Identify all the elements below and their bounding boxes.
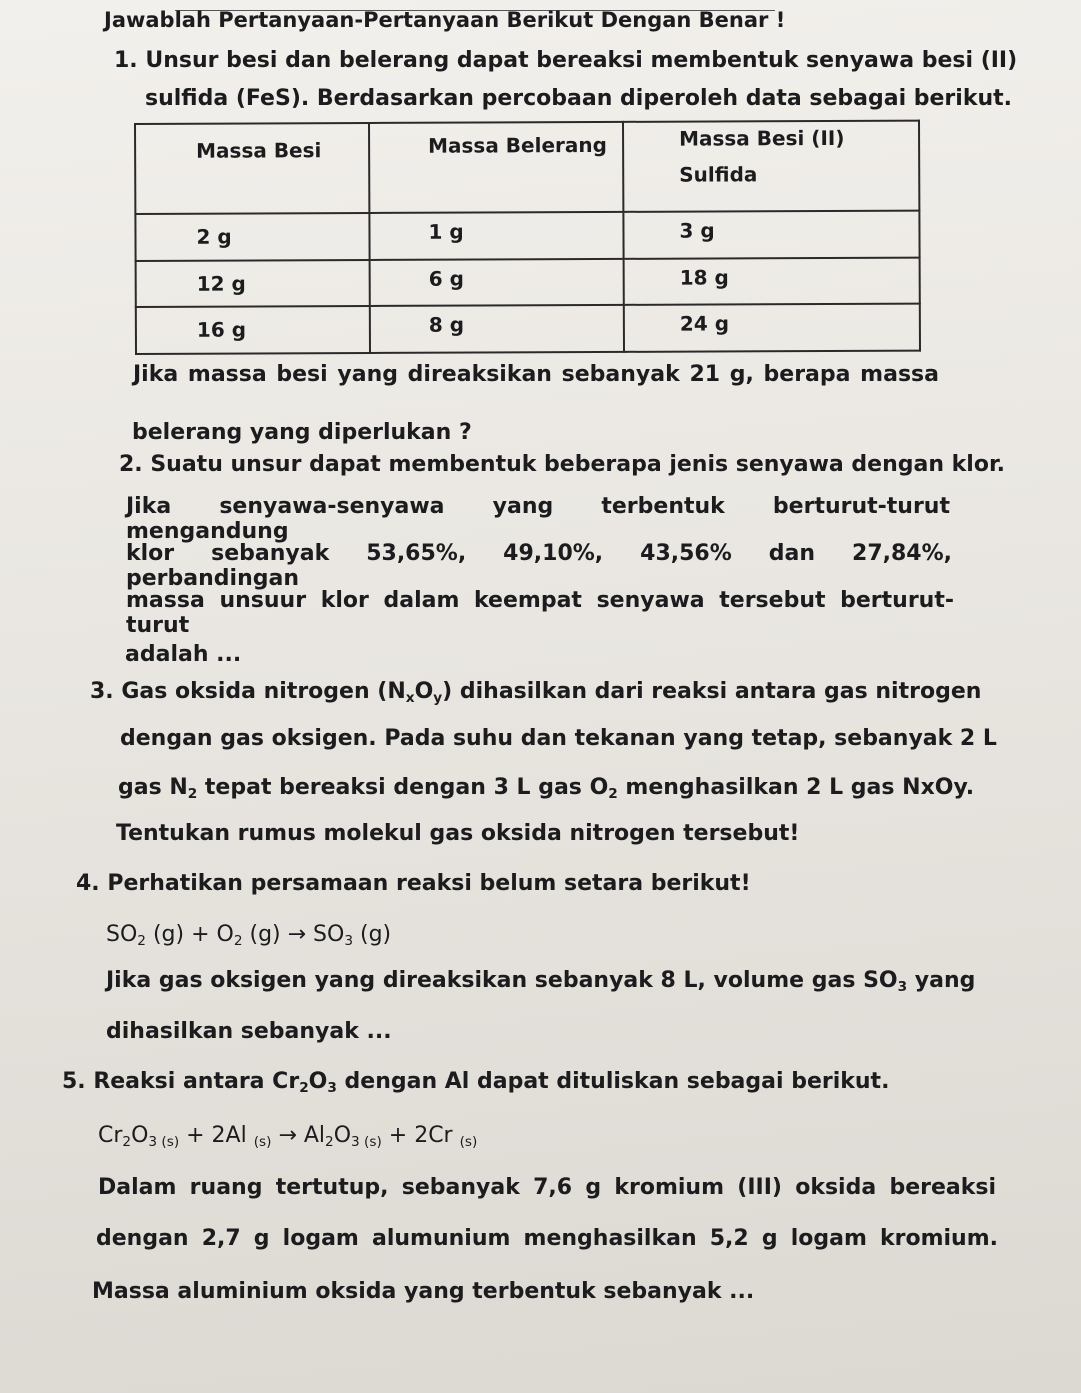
q3-text: tepat bereaksi dengan 3 L gas O: [197, 775, 609, 800]
subscript: 2: [137, 933, 146, 950]
q5-line1: [62, 1069, 890, 1097]
cell-sulfida: 24 g: [624, 304, 920, 352]
eq-part: (g): [353, 922, 392, 947]
eq-part: SO: [106, 922, 138, 947]
q2-line3: klor sebanyak 53,65%, 49,10%, 43,56% dan 27,84%, perbandingan: [126, 541, 952, 591]
cell-sulfida: 3 g: [623, 211, 919, 259]
q5-line3: dengan 2,7 g logam alumunium menghasilkan 5,2 g logam kromium.: [96, 1226, 998, 1251]
q5-text: dengan Al dapat dituliskan sebagai berikut.: [336, 1069, 890, 1094]
q4-equation: [106, 922, 392, 950]
subscript: 3: [897, 979, 908, 996]
subscript: 2: [325, 1134, 334, 1151]
cell-besi: 16 g: [136, 306, 370, 354]
q1-line3: Jika massa besi yang direaksikan sebanyak 21 g, berapa massa: [133, 362, 939, 387]
subscript: 2: [233, 933, 243, 950]
q1-line4: belerang yang diperlukan ?: [132, 420, 472, 445]
q3-line2: dengan gas oksigen. Pada suhu dan tekanan yang tetap, sebanyak 2 L: [120, 726, 997, 751]
q1-line1: 1. Unsur besi dan belerang dapat bereaksi membentuk senyawa besi (II): [114, 48, 1018, 73]
eq-part: O: [131, 1123, 149, 1148]
subscript: 3: [344, 933, 353, 950]
header-massa-besi-ii: Massa Besi (II): [679, 125, 845, 151]
subscript: (s): [459, 1134, 478, 1151]
eq-part: → Al: [271, 1123, 326, 1148]
table-row: [136, 257, 920, 307]
cell-sulfida: 18 g: [624, 257, 920, 305]
q3-text: O: [414, 679, 434, 704]
q4-text: yang: [907, 968, 976, 993]
cell-belerang: 1 g: [369, 212, 623, 260]
q2-line2: Jika senyawa-senyawa yang terbentuk berturut-turut mengandung: [126, 494, 950, 544]
q5-text: 5. Reaksi antara Cr: [62, 1069, 300, 1094]
subscript: 2: [299, 1080, 309, 1097]
subscript: 2: [608, 786, 618, 803]
q2-line1: 2. Suatu unsur dapat membentuk beberapa jenis senyawa dengan klor.: [119, 452, 1006, 477]
q3-text: ) dihasilkan dari reaksi antara gas nitrogen: [442, 679, 982, 704]
eq-part: O: [333, 1123, 352, 1148]
subscript-y: y: [433, 690, 443, 707]
header-massa-besi-sulfida: [623, 121, 919, 212]
cell-belerang: 6 g: [370, 259, 624, 307]
header-massa-belerang: Massa Belerang: [369, 122, 623, 213]
q3-text: gas N: [118, 775, 188, 800]
table-header-row: [135, 121, 919, 214]
table-row: [135, 211, 919, 261]
page-title: Jawablah Pertanyaan-Pertanyaan Berikut Dengan Benar !: [104, 8, 786, 32]
eq-part: + 2Al: [179, 1123, 254, 1148]
q4-line3: dihasilkan sebanyak ...: [106, 1019, 392, 1044]
subscript-x: x: [405, 690, 415, 707]
q4-line1: 4. Perhatikan persamaan reaksi belum setara berikut!: [76, 871, 751, 896]
eq-part: (g) + O: [145, 922, 234, 947]
eq-part: (g) → SO: [242, 922, 345, 947]
eq-part: + 2Cr: [381, 1123, 460, 1148]
subscript: 3: [327, 1080, 337, 1097]
q5-line4: Massa aluminium oksida yang terbentuk sebanyak ...: [92, 1279, 755, 1304]
eq-part: Cr: [98, 1123, 123, 1148]
q4-line2: [106, 968, 976, 996]
header-sulfida: Sulfida: [679, 162, 758, 187]
q3-text: menghasilkan 2 L gas NxOy.: [617, 775, 975, 800]
q2-line4: massa unsuur klor dalam keempat senyawa tersebut berturut-turut: [126, 588, 954, 638]
subscript: 2: [122, 1134, 132, 1151]
q4-text: Jika gas oksigen yang direaksikan sebanyak 8 L, volume gas SO: [106, 968, 898, 993]
cell-besi: 12 g: [136, 260, 370, 308]
q3-line4: Tentukan rumus molekul gas oksida nitrogen tersebut!: [116, 821, 800, 846]
table-row: [136, 304, 920, 354]
data-table: [134, 120, 921, 355]
q5-equation: [98, 1123, 478, 1151]
q5-text: O: [308, 1069, 328, 1094]
q3-line3: [118, 775, 975, 803]
q1-line2: sulfida (FeS). Berdasarkan percobaan diperoleh data sebagai berikut.: [145, 86, 1012, 111]
subscript: 3 (s): [351, 1134, 382, 1151]
cell-belerang: 8 g: [370, 305, 624, 353]
q3-line1: [90, 679, 982, 707]
subscript: 3 (s): [148, 1134, 180, 1151]
q2-line5: adalah ...: [125, 642, 242, 667]
q5-line2: Dalam ruang tertutup, sebanyak 7,6 g kromium (III) oksida bereaksi: [98, 1175, 996, 1200]
subscript: 2: [187, 786, 198, 803]
header-massa-besi: Massa Besi: [135, 123, 369, 214]
q3-text: 3. Gas oksida nitrogen (N: [90, 679, 406, 704]
cell-besi: 2 g: [135, 213, 369, 261]
subscript: (s): [253, 1134, 272, 1151]
